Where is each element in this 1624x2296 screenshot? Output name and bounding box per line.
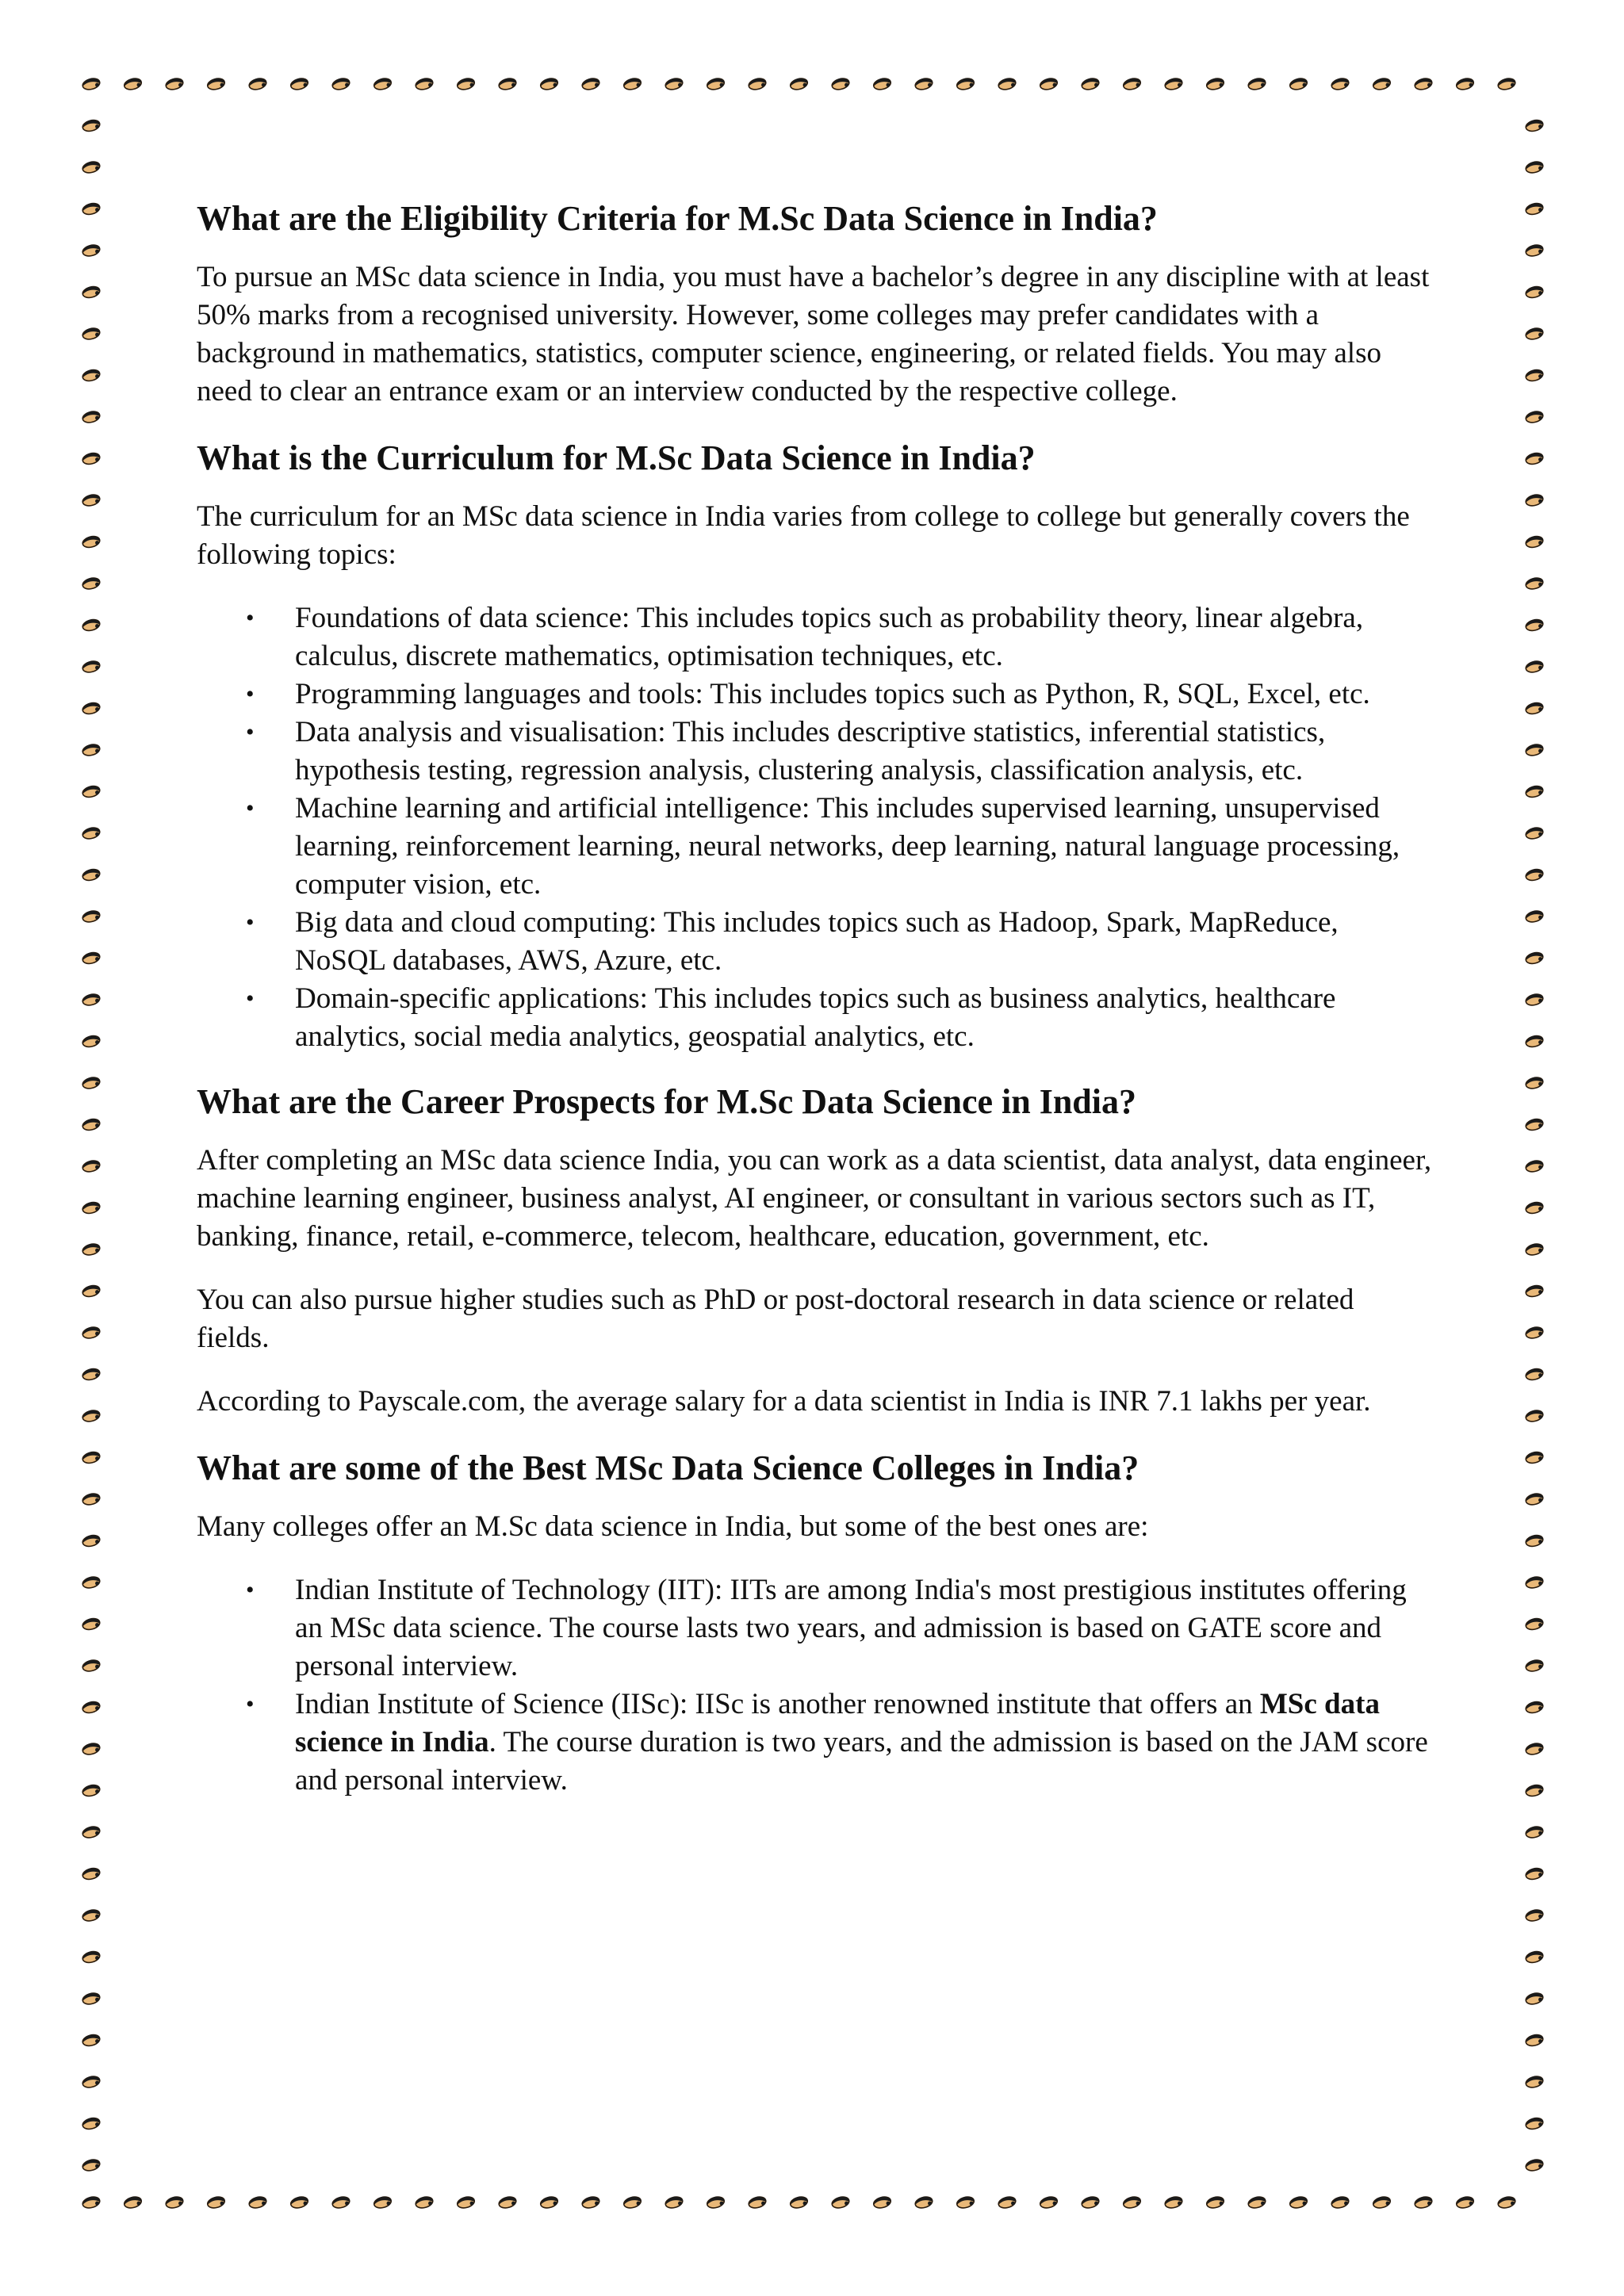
curriculum-intro: The curriculum for an MSc data science in India varies from college to college but generally covers the following topics: bbox=[197, 500, 1410, 571]
border-ornament-icon bbox=[1525, 1991, 1545, 2006]
border-ornament-icon bbox=[123, 76, 143, 91]
border-ornament-icon bbox=[706, 76, 726, 91]
border-ornament-icon bbox=[1164, 76, 1184, 91]
border-ornament-icon bbox=[82, 1367, 102, 1382]
border-ornament-icon bbox=[82, 992, 102, 1007]
border-ornament-icon bbox=[456, 76, 476, 91]
border-ornament-icon bbox=[1525, 1200, 1545, 1215]
list-item: • Big data and cloud computing: This includes topics such as Hadoop, Spark, MapReduce, NoSQL databases, AWS, Azure, etc. bbox=[197, 904, 1434, 980]
border-ornament-icon bbox=[82, 76, 102, 91]
border-ornament-icon bbox=[1525, 618, 1545, 633]
border-ornament-icon bbox=[1525, 1950, 1545, 1965]
border-ornament-icon bbox=[82, 1700, 102, 1715]
border-ornament-icon bbox=[1525, 1075, 1545, 1090]
border-ornament-icon bbox=[82, 118, 102, 133]
border-ornament-icon bbox=[789, 2195, 809, 2210]
border-ornament-icon bbox=[82, 1158, 102, 1173]
border-ornament-icon bbox=[1525, 1117, 1545, 1132]
border-ornament-icon bbox=[82, 1242, 102, 1257]
colleges-section bbox=[197, 1446, 1434, 1800]
border-ornament-icon bbox=[1525, 1450, 1545, 1465]
border-ornament-icon bbox=[1525, 1866, 1545, 1881]
border-ornament-icon bbox=[1525, 1533, 1545, 1548]
border-ornament-icon bbox=[456, 2195, 476, 2210]
border-ornament-icon bbox=[1039, 76, 1059, 91]
border-ornament-icon bbox=[1525, 1824, 1545, 1839]
border-ornament-icon bbox=[1247, 76, 1267, 91]
border-ornament-icon bbox=[82, 1200, 102, 1215]
border-ornament-icon bbox=[82, 618, 102, 633]
colleges-heading: What are some of the Best MSc Data Science Colleges in India? bbox=[197, 1448, 1139, 1487]
border-ornament-icon bbox=[1525, 285, 1545, 300]
list-item: • Machine learning and artificial intelligence: This includes supervised learning, unsupervised learning, reinforcement learning, neural networks, deep learning, natural language processing, computer vision, etc. bbox=[197, 790, 1434, 904]
border-ornament-icon bbox=[82, 1617, 102, 1632]
border-ornament-icon bbox=[831, 2195, 851, 2210]
border-ornament-icon bbox=[1525, 326, 1545, 341]
border-ornament-icon bbox=[82, 492, 102, 507]
border-ornament-icon bbox=[82, 909, 102, 924]
border-ornament-icon bbox=[331, 76, 351, 91]
border-ornament-icon bbox=[82, 825, 102, 840]
border-ornament-icon bbox=[622, 76, 642, 91]
border-ornament-icon bbox=[1525, 825, 1545, 840]
border-ornament-icon bbox=[82, 1450, 102, 1465]
border-ornament-icon bbox=[1525, 1408, 1545, 1423]
border-ornament-icon bbox=[539, 76, 559, 91]
border-ornament-icon bbox=[82, 2157, 102, 2172]
border-ornament-icon bbox=[956, 76, 975, 91]
border-ornament-icon bbox=[1081, 2195, 1101, 2210]
eligibility-section bbox=[197, 197, 1434, 411]
border-ornament-icon bbox=[82, 326, 102, 341]
border-ornament-icon bbox=[1331, 2195, 1350, 2210]
border-ornament-icon bbox=[1525, 1491, 1545, 1506]
bullet-icon: • bbox=[246, 719, 255, 745]
curriculum-heading: What is the Curriculum for M.Sc Data Science in India? bbox=[197, 438, 1036, 477]
border-ornament-icon bbox=[1525, 1658, 1545, 1673]
border-ornament-icon bbox=[1525, 1242, 1545, 1257]
border-ornament-icon bbox=[248, 76, 268, 91]
list-item: • Domain-specific applications: This includes topics such as business analytics, healthcare analytics, social media analytics, geospatial analytics, etc. bbox=[197, 980, 1434, 1056]
border-ornament-icon bbox=[1039, 2195, 1059, 2210]
border-ornament-icon bbox=[82, 701, 102, 716]
bullet-icon: • bbox=[246, 909, 255, 936]
border-ornament-icon bbox=[82, 1075, 102, 1090]
border-ornament-icon bbox=[373, 76, 393, 91]
border-ornament-icon bbox=[1331, 76, 1350, 91]
border-ornament-icon bbox=[82, 159, 102, 174]
border-ornament-icon bbox=[1497, 76, 1517, 91]
border-ornament-icon bbox=[123, 2195, 143, 2210]
border-ornament-icon bbox=[1289, 2195, 1308, 2210]
border-ornament-icon bbox=[914, 76, 934, 91]
border-ornament-icon bbox=[1525, 701, 1545, 716]
bullet-icon: • bbox=[246, 605, 255, 631]
border-ornament-icon bbox=[872, 76, 892, 91]
border-ornament-icon bbox=[1525, 951, 1545, 966]
border-ornament-icon bbox=[82, 1284, 102, 1299]
border-ornament-icon bbox=[1525, 909, 1545, 924]
border-ornament-icon bbox=[1372, 76, 1392, 91]
list-item: • Programming languages and tools: This includes topics such as Python, R, SQL, Excel, etc. bbox=[197, 675, 1434, 714]
border-ornament-icon bbox=[82, 784, 102, 799]
border-ornament-icon bbox=[1525, 1325, 1545, 1340]
border-ornament-icon bbox=[82, 1866, 102, 1881]
border-ornament-icon bbox=[706, 2195, 726, 2210]
border-ornament-icon bbox=[665, 76, 684, 91]
border-ornament-icon bbox=[82, 867, 102, 882]
border-ornament-icon bbox=[622, 2195, 642, 2210]
border-ornament-icon bbox=[331, 2195, 351, 2210]
border-ornament-icon bbox=[498, 76, 518, 91]
border-ornament-icon bbox=[82, 368, 102, 383]
border-ornament-icon bbox=[1372, 2195, 1392, 2210]
border-ornament-icon bbox=[1525, 2157, 1545, 2172]
border-ornament-icon bbox=[373, 2195, 393, 2210]
list-item: • Data analysis and visualisation: This includes descriptive statistics, inferential statistics, hypothesis testing, regression analysis, clustering analysis, classification analysis, etc. bbox=[197, 714, 1434, 790]
bullet-icon: • bbox=[246, 795, 255, 821]
border-ornament-icon bbox=[1525, 1908, 1545, 1923]
border-ornament-icon bbox=[1525, 1783, 1545, 1798]
border-ornament-icon bbox=[1525, 492, 1545, 507]
border-ornament-icon bbox=[1525, 1700, 1545, 1715]
border-ornament-icon bbox=[82, 1117, 102, 1132]
border-ornament-icon bbox=[82, 534, 102, 549]
border-ornament-icon bbox=[1525, 201, 1545, 216]
border-ornament-icon bbox=[1205, 76, 1225, 91]
bullet-icon: • bbox=[246, 985, 255, 1012]
colleges-list bbox=[197, 1571, 1434, 1800]
border-ornament-icon bbox=[82, 742, 102, 757]
border-ornament-icon bbox=[82, 2074, 102, 2089]
border-ornament-icon bbox=[748, 76, 768, 91]
list-item: • Foundations of data science: This includes topics such as probability theory, linear algebra, calculus, discrete mathematics, optimisation techniques, etc. bbox=[197, 599, 1434, 675]
eligibility-paragraph: To pursue an MSc data science in India, you must have a bachelor’s degree in any discipline with at least 50% marks from a recognised university. However, some colleges may prefer candidates with a background in mathematics, statistics, computer science, engineering, or related fields. You may also need to clear an entrance exam or an interview conducted by the respective college. bbox=[197, 261, 1430, 408]
border-ornament-icon bbox=[82, 1575, 102, 1590]
border-ornament-icon bbox=[1525, 2116, 1545, 2131]
border-ornament-icon bbox=[82, 1950, 102, 1965]
eligibility-heading: What are the Eligibility Criteria for M.Sc Data Science in India? bbox=[197, 199, 1158, 238]
border-ornament-icon bbox=[1525, 742, 1545, 757]
border-ornament-icon bbox=[82, 1325, 102, 1340]
career-heading: What are the Career Prospects for M.Sc Data Science in India? bbox=[197, 1082, 1136, 1121]
border-ornament-icon bbox=[581, 2195, 601, 2210]
border-ornament-icon bbox=[415, 76, 435, 91]
border-ornament-icon bbox=[1525, 1034, 1545, 1049]
border-ornament-icon bbox=[1525, 1158, 1545, 1173]
border-ornament-icon bbox=[1525, 1575, 1545, 1590]
border-ornament-icon bbox=[748, 2195, 768, 2210]
career-paragraph-roles: After completing an MSc data science India, you can work as a data scientist, data analyst, data engineer, machine learning engineer, business analyst, AI engineer, or consultant in various sectors such as IT, banking, finance, retail, e-commerce, telecom, healthcare, education, government, etc. bbox=[197, 1144, 1432, 1253]
border-ornament-icon bbox=[82, 1658, 102, 1673]
border-ornament-icon bbox=[1525, 1367, 1545, 1382]
curriculum-section bbox=[197, 436, 1434, 1056]
border-ornament-icon bbox=[1497, 2195, 1517, 2210]
border-ornament-icon bbox=[82, 659, 102, 674]
colleges-intro: Many colleges offer an M.Sc data science in India, but some of the best ones are: bbox=[197, 1510, 1149, 1543]
career-paragraph-salary: According to Payscale.com, the average salary for a data scientist in India is INR 7.1 lakhs per year. bbox=[197, 1385, 1371, 1418]
border-ornament-icon bbox=[82, 951, 102, 966]
border-ornament-icon bbox=[998, 2195, 1017, 2210]
curriculum-topic-list bbox=[197, 599, 1434, 1056]
border-ornament-icon bbox=[1525, 534, 1545, 549]
career-section bbox=[197, 1080, 1434, 1421]
border-ornament-icon bbox=[1414, 2195, 1434, 2210]
border-ornament-icon bbox=[1525, 1617, 1545, 1632]
career-paragraph-higher-studies: You can also pursue higher studies such as PhD or post-doctoral research in data science or related fields. bbox=[197, 1284, 1354, 1354]
border-ornament-icon bbox=[1525, 784, 1545, 799]
border-ornament-icon bbox=[82, 243, 102, 258]
border-ornament-icon bbox=[498, 2195, 518, 2210]
border-ornament-icon bbox=[1525, 576, 1545, 591]
border-ornament-icon bbox=[82, 2116, 102, 2131]
border-ornament-icon bbox=[1525, 409, 1545, 424]
border-ornament-icon bbox=[1525, 1741, 1545, 1756]
border-ornament-icon bbox=[82, 409, 102, 424]
border-ornament-icon bbox=[1205, 2195, 1225, 2210]
border-ornament-icon bbox=[1455, 76, 1475, 91]
border-ornament-icon bbox=[872, 2195, 892, 2210]
border-ornament-icon bbox=[1164, 2195, 1184, 2210]
border-ornament-icon bbox=[1525, 368, 1545, 383]
border-ornament-icon bbox=[831, 76, 851, 91]
bold-phrase: MSc data science in India bbox=[295, 1688, 1380, 1758]
border-ornament-icon bbox=[1414, 76, 1434, 91]
border-ornament-icon bbox=[415, 2195, 435, 2210]
document-body bbox=[197, 197, 1434, 1823]
border-ornament-icon bbox=[82, 1824, 102, 1839]
border-ornament-icon bbox=[82, 2195, 102, 2210]
border-ornament-icon bbox=[289, 76, 309, 91]
border-ornament-icon bbox=[82, 576, 102, 591]
border-ornament-icon bbox=[1455, 2195, 1475, 2210]
border-ornament-icon bbox=[1122, 2195, 1142, 2210]
bullet-icon: • bbox=[246, 1577, 255, 1603]
border-ornament-icon bbox=[1525, 1284, 1545, 1299]
border-ornament-icon bbox=[82, 285, 102, 300]
border-ornament-icon bbox=[1525, 2074, 1545, 2089]
border-ornament-icon bbox=[206, 2195, 226, 2210]
border-ornament-icon bbox=[1525, 992, 1545, 1007]
border-ornament-icon bbox=[1525, 159, 1545, 174]
border-ornament-icon bbox=[82, 1491, 102, 1506]
border-ornament-icon bbox=[82, 1741, 102, 1756]
border-ornament-icon bbox=[1081, 76, 1101, 91]
border-ornament-icon bbox=[665, 2195, 684, 2210]
border-ornament-icon bbox=[1525, 451, 1545, 466]
border-ornament-icon bbox=[82, 201, 102, 216]
border-ornament-icon bbox=[914, 2195, 934, 2210]
border-ornament-icon bbox=[1289, 76, 1308, 91]
border-ornament-icon bbox=[82, 451, 102, 466]
border-ornament-icon bbox=[1525, 2033, 1545, 2048]
bullet-icon: • bbox=[246, 1691, 255, 1717]
bullet-icon: • bbox=[246, 681, 255, 707]
border-ornament-icon bbox=[539, 2195, 559, 2210]
border-ornament-icon bbox=[82, 1783, 102, 1798]
border-ornament-icon bbox=[1525, 867, 1545, 882]
border-ornament-icon bbox=[248, 2195, 268, 2210]
border-ornament-icon bbox=[1247, 2195, 1267, 2210]
border-ornament-icon bbox=[82, 1034, 102, 1049]
border-ornament-icon bbox=[1122, 76, 1142, 91]
border-ornament-icon bbox=[581, 76, 601, 91]
border-ornament-icon bbox=[206, 76, 226, 91]
border-ornament-icon bbox=[1525, 659, 1545, 674]
list-item: • Indian Institute of Science (IISc): IISc is another renowned institute that offers an MSc data science in India. The course duration is two years, and the admission is based on the JAM score and personal interview. bbox=[197, 1686, 1434, 1800]
border-ornament-icon bbox=[165, 2195, 185, 2210]
border-ornament-icon bbox=[82, 1991, 102, 2006]
border-ornament-icon bbox=[789, 76, 809, 91]
border-ornament-icon bbox=[82, 1533, 102, 1548]
border-ornament-icon bbox=[998, 76, 1017, 91]
border-ornament-icon bbox=[956, 2195, 975, 2210]
border-ornament-icon bbox=[82, 2033, 102, 2048]
border-ornament-icon bbox=[165, 76, 185, 91]
border-ornament-icon bbox=[82, 1908, 102, 1923]
list-item: • Indian Institute of Technology (IIT): IITs are among India's most prestigious institutes offering an MSc data science. The course lasts two years, and admission is based on GATE score and personal interview. bbox=[197, 1571, 1434, 1686]
border-ornament-icon bbox=[1525, 243, 1545, 258]
border-ornament-icon bbox=[1525, 118, 1545, 133]
border-ornament-icon bbox=[289, 2195, 309, 2210]
border-ornament-icon bbox=[82, 1408, 102, 1423]
